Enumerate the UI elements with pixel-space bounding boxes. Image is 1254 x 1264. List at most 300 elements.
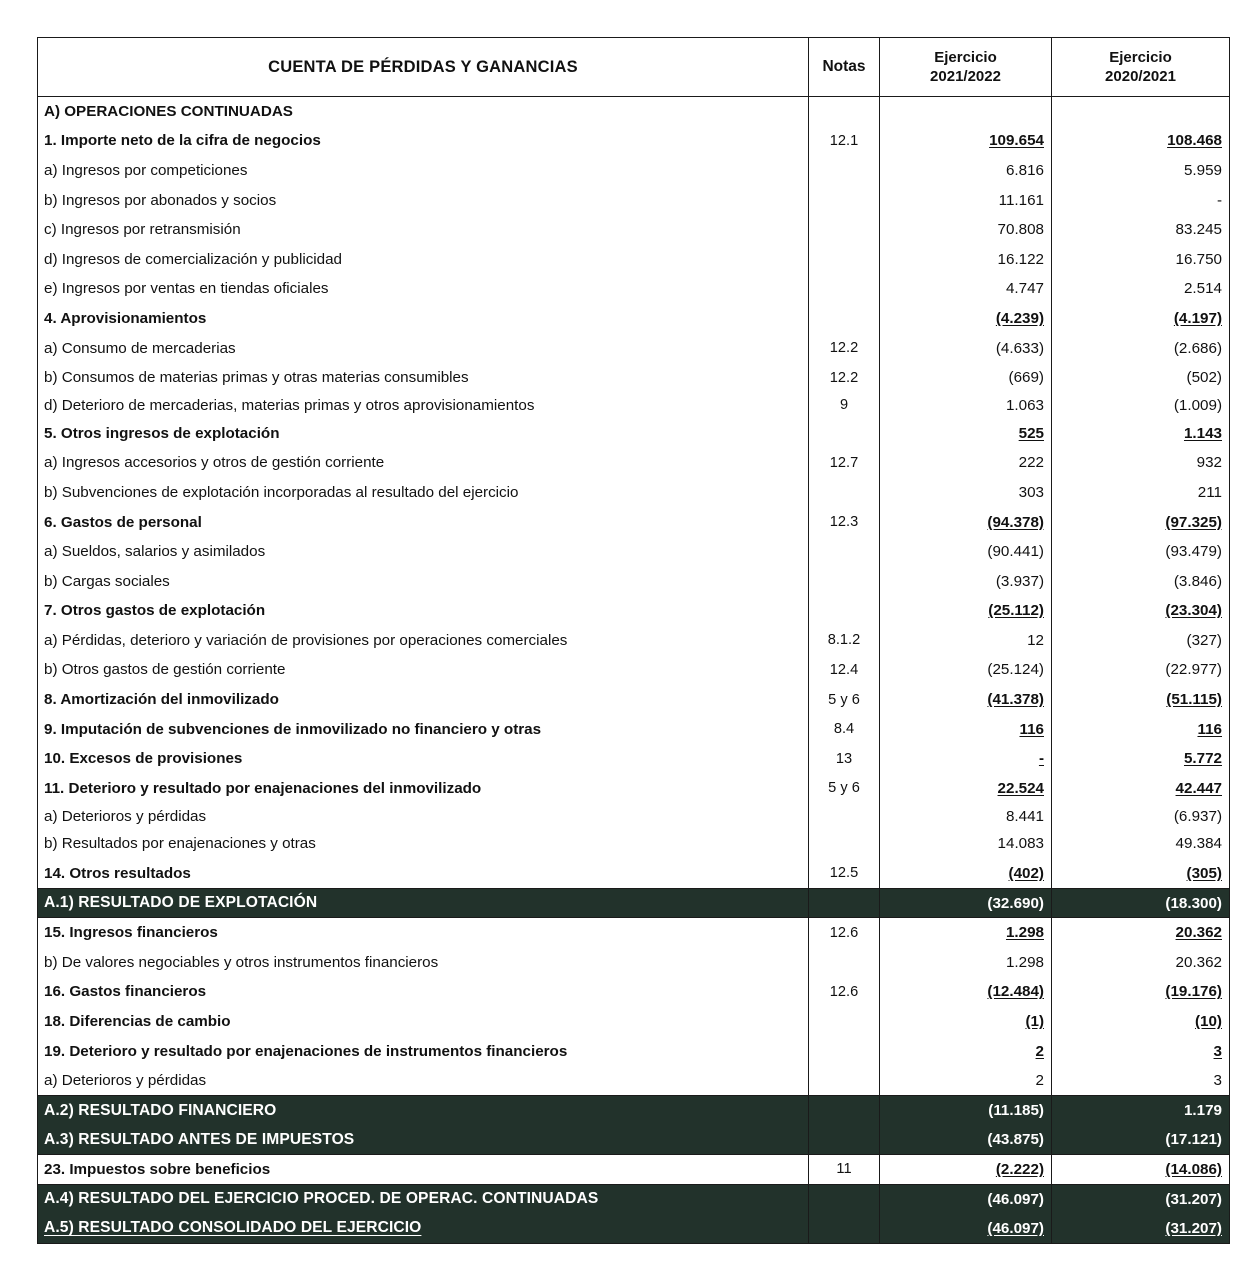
concept-label: 5. Otros ingresos de explotación xyxy=(44,424,280,442)
cell-value-2020-2021 xyxy=(1052,185,1230,215)
cell-value-2020-2021 xyxy=(1052,1096,1230,1126)
value-text: 11.161 xyxy=(998,191,1044,209)
value-text: (93.479) xyxy=(1165,543,1222,561)
value-text: (32.690) xyxy=(987,894,1044,912)
table-row xyxy=(38,507,1230,537)
value-text: 16.122 xyxy=(997,250,1044,268)
concept-label: a) Ingresos por competiciones xyxy=(44,161,248,179)
value-text: (43.875) xyxy=(987,1131,1044,1149)
cell-value-2020-2021 xyxy=(1052,977,1230,1007)
cell-value-2021-2022 xyxy=(880,126,1052,156)
table-row xyxy=(38,126,1230,156)
cell-notas xyxy=(809,1184,880,1214)
cell-concept xyxy=(38,626,809,656)
cell-value-2021-2022 xyxy=(880,685,1052,715)
cell-concept xyxy=(38,126,809,156)
concept-label: 1. Importe neto de la cifra de negocios xyxy=(44,132,321,150)
value-text: (46.097) xyxy=(987,1190,1044,1208)
cell-notas xyxy=(809,1096,880,1126)
table-row xyxy=(38,803,1230,829)
cell-concept xyxy=(38,1096,809,1126)
concept-label: b) Cargas sociales xyxy=(44,572,170,590)
concept-label: 4. Aprovisionamientos xyxy=(44,309,207,327)
header-year1-line2: 2021/2022 xyxy=(930,68,1001,85)
table-row-summary xyxy=(38,1184,1230,1214)
table-row xyxy=(38,685,1230,715)
table-row xyxy=(38,274,1230,304)
value-text: 49.384 xyxy=(1175,835,1222,853)
value-text: 303 xyxy=(1018,483,1044,501)
cell-value-2021-2022 xyxy=(880,537,1052,567)
cell-value-2021-2022 xyxy=(880,418,1052,448)
cell-concept xyxy=(38,537,809,567)
value-text: (2.686) xyxy=(1173,339,1222,357)
cell-notas: 11 xyxy=(809,1155,880,1185)
cell-notas xyxy=(809,1036,880,1066)
concept-label: 14. Otros resultados xyxy=(44,864,191,882)
cell-notas xyxy=(809,418,880,448)
header-year2-line1: Ejercicio xyxy=(1109,48,1172,66)
table-row xyxy=(38,244,1230,274)
cell-value-2021-2022 xyxy=(880,1125,1052,1155)
cell-concept xyxy=(38,185,809,215)
table-row xyxy=(38,1066,1230,1096)
cell-value-2020-2021 xyxy=(1052,156,1230,186)
value-text: 2 xyxy=(1035,1042,1044,1060)
concept-label: 11. Deterioro y resultado por enajenaciones del inmovilizado xyxy=(44,779,482,797)
cell-value-2021-2022 xyxy=(880,1155,1052,1185)
cell-concept xyxy=(38,1155,809,1185)
header-year-2021-2022 xyxy=(880,38,1052,97)
concept-label: A.4) RESULTADO DEL EJERCICIO PROCED. DE OPERAC. CONTINUADAS xyxy=(44,1190,599,1208)
concept-label: b) Ingresos por abonados y socios xyxy=(44,191,277,209)
cell-concept xyxy=(38,918,809,948)
cell-concept xyxy=(38,859,809,889)
value-text: (51.115) xyxy=(1166,691,1222,709)
value-text: 1.298 xyxy=(1005,924,1044,942)
value-text: 20.362 xyxy=(1175,953,1222,971)
cell-value-2021-2022 xyxy=(880,1096,1052,1126)
cell-notas xyxy=(809,803,880,829)
value-text: 932 xyxy=(1196,454,1222,472)
cell-concept xyxy=(38,478,809,508)
cell-value-2021-2022 xyxy=(880,1007,1052,1037)
value-text: (327) xyxy=(1186,631,1222,649)
value-text: 42.447 xyxy=(1175,779,1222,797)
cell-notas xyxy=(809,596,880,626)
cell-value-2021-2022 xyxy=(880,888,1052,918)
cell-value-2020-2021 xyxy=(1052,803,1230,829)
concept-label: a) Consumo de mercaderias xyxy=(44,339,236,357)
cell-value-2020-2021 xyxy=(1052,363,1230,393)
value-text: (6.937) xyxy=(1173,807,1222,825)
table-row xyxy=(38,744,1230,774)
cell-value-2021-2022 xyxy=(880,1036,1052,1066)
cell-value-2020-2021 xyxy=(1052,829,1230,859)
cell-concept xyxy=(38,888,809,918)
cell-notas: 5 y 6 xyxy=(809,685,880,715)
cell-value-2021-2022 xyxy=(880,392,1052,418)
value-text: (41.378) xyxy=(987,691,1044,709)
value-text: 108.468 xyxy=(1167,132,1222,150)
cell-value-2021-2022 xyxy=(880,714,1052,744)
cell-concept xyxy=(38,1125,809,1155)
cell-value-2020-2021 xyxy=(1052,888,1230,918)
cell-value-2020-2021 xyxy=(1052,714,1230,744)
cell-value-2021-2022 xyxy=(880,507,1052,537)
concept-label: 23. Impuestos sobre beneficios xyxy=(44,1160,271,1178)
concept-label: A.3) RESULTADO ANTES DE IMPUESTOS xyxy=(44,1130,355,1148)
cell-value-2021-2022 xyxy=(880,448,1052,478)
value-text: 12 xyxy=(1027,631,1044,649)
cell-value-2021-2022 xyxy=(880,304,1052,334)
cell-notas xyxy=(809,829,880,859)
value-text: (94.378) xyxy=(987,513,1044,531)
table-row xyxy=(38,215,1230,245)
cell-concept xyxy=(38,392,809,418)
cell-notas: 9 xyxy=(809,392,880,418)
value-text: (4.633) xyxy=(995,339,1044,357)
value-text: 109.654 xyxy=(989,132,1044,150)
cell-value-2021-2022 xyxy=(880,185,1052,215)
concept-label: c) Ingresos por retransmisión xyxy=(44,221,241,239)
cell-concept xyxy=(38,363,809,393)
value-text: (31.207) xyxy=(1165,1190,1222,1208)
cell-notas: 12.6 xyxy=(809,918,880,948)
cell-value-2021-2022 xyxy=(880,596,1052,626)
header-year-2020-2021 xyxy=(1052,38,1230,97)
value-text: (18.300) xyxy=(1165,894,1222,912)
table-row-summary xyxy=(38,1214,1230,1244)
cell-notas xyxy=(809,537,880,567)
table-row xyxy=(38,948,1230,978)
cell-concept xyxy=(38,448,809,478)
value-text: 3 xyxy=(1213,1042,1222,1060)
concept-label: b) Subvenciones de explotación incorporadas al resultado del ejercicio xyxy=(44,483,519,501)
cell-value-2020-2021 xyxy=(1052,859,1230,889)
value-text: 4.747 xyxy=(1005,280,1044,298)
cell-concept xyxy=(38,655,809,685)
table-row xyxy=(38,418,1230,448)
cell-value-2020-2021 xyxy=(1052,626,1230,656)
cell-value-2021-2022 xyxy=(880,1214,1052,1244)
cell-value-2020-2021 xyxy=(1052,97,1230,127)
cell-value-2021-2022 xyxy=(880,363,1052,393)
value-text: - xyxy=(1038,750,1044,768)
cell-concept xyxy=(38,685,809,715)
cell-value-2021-2022 xyxy=(880,1184,1052,1214)
table-row xyxy=(38,363,1230,393)
cell-concept xyxy=(38,714,809,744)
value-text: 2 xyxy=(1035,1071,1044,1089)
cell-notas: 12.4 xyxy=(809,655,880,685)
cell-concept xyxy=(38,97,809,127)
table-row xyxy=(38,1007,1230,1037)
table-header xyxy=(38,38,1230,97)
value-text: 2.514 xyxy=(1183,280,1222,298)
value-text: (4.239) xyxy=(995,309,1044,327)
cell-value-2021-2022 xyxy=(880,97,1052,127)
value-text: 3 xyxy=(1213,1071,1222,1089)
table-row xyxy=(38,918,1230,948)
concept-label: A.5) RESULTADO CONSOLIDADO DEL EJERCICIO xyxy=(44,1219,422,1237)
value-text: (669) xyxy=(1008,369,1044,387)
cell-value-2021-2022 xyxy=(880,655,1052,685)
concept-label: a) Deterioros y pérdidas xyxy=(44,1071,207,1089)
table-row xyxy=(38,537,1230,567)
cell-notas xyxy=(809,948,880,978)
cell-notas xyxy=(809,1125,880,1155)
cell-value-2020-2021 xyxy=(1052,418,1230,448)
cell-notas xyxy=(809,185,880,215)
cell-notas xyxy=(809,156,880,186)
cell-concept xyxy=(38,948,809,978)
concept-label: 6. Gastos de personal xyxy=(44,513,202,531)
value-text: 222 xyxy=(1018,454,1044,472)
value-text: (14.086) xyxy=(1165,1160,1222,1178)
cell-value-2020-2021 xyxy=(1052,948,1230,978)
cell-notas xyxy=(809,1066,880,1096)
value-text: (23.304) xyxy=(1165,602,1222,620)
concept-label: b) De valores negociables y otros instrumentos financieros xyxy=(44,953,439,971)
profit-and-loss-table xyxy=(37,37,1230,1244)
value-text: 1.179 xyxy=(1183,1102,1222,1120)
concept-label: A) OPERACIONES CONTINUADAS xyxy=(44,103,293,121)
cell-notas xyxy=(809,566,880,596)
concept-label: d) Deterioro de mercaderias, materias primas y otros aprovisionamientos xyxy=(44,396,535,414)
concept-label: e) Ingresos por ventas en tiendas oficiales xyxy=(44,280,329,298)
cell-notas: 12.6 xyxy=(809,977,880,1007)
value-text: (502) xyxy=(1186,369,1222,387)
table-row xyxy=(38,626,1230,656)
table-row xyxy=(38,1036,1230,1066)
value-text: 211 xyxy=(1197,483,1222,501)
cell-concept xyxy=(38,244,809,274)
cell-value-2020-2021 xyxy=(1052,333,1230,363)
value-text: 20.362 xyxy=(1175,924,1222,942)
cell-concept xyxy=(38,274,809,304)
cell-value-2021-2022 xyxy=(880,244,1052,274)
value-text: - xyxy=(1216,191,1222,209)
table-body xyxy=(38,97,1230,1244)
cell-value-2021-2022 xyxy=(880,948,1052,978)
cell-value-2020-2021 xyxy=(1052,1066,1230,1096)
table-row xyxy=(38,1155,1230,1185)
value-text: (19.176) xyxy=(1165,983,1222,1001)
table-row xyxy=(38,185,1230,215)
cell-notas xyxy=(809,244,880,274)
cell-value-2021-2022 xyxy=(880,566,1052,596)
table-row xyxy=(38,655,1230,685)
cell-value-2021-2022 xyxy=(880,977,1052,1007)
concept-label: b) Otros gastos de gestión corriente xyxy=(44,661,286,679)
cell-concept xyxy=(38,1214,809,1244)
table-row xyxy=(38,859,1230,889)
table-row-summary xyxy=(38,888,1230,918)
cell-value-2021-2022 xyxy=(880,274,1052,304)
value-text: (402) xyxy=(1008,864,1044,882)
value-text: 8.441 xyxy=(1005,807,1044,825)
value-text: 116 xyxy=(1019,720,1044,738)
cell-concept xyxy=(38,1066,809,1096)
value-text: (90.441) xyxy=(987,543,1044,561)
value-text: 525 xyxy=(1018,424,1044,442)
header-notas: Notas xyxy=(809,38,880,97)
cell-concept xyxy=(38,1036,809,1066)
table-row xyxy=(38,448,1230,478)
cell-value-2020-2021 xyxy=(1052,1184,1230,1214)
cell-concept xyxy=(38,829,809,859)
value-text: 83.245 xyxy=(1175,221,1222,239)
cell-value-2020-2021 xyxy=(1052,507,1230,537)
cell-value-2021-2022 xyxy=(880,478,1052,508)
cell-notas xyxy=(809,274,880,304)
value-text: 5.772 xyxy=(1183,750,1222,768)
table-row xyxy=(38,392,1230,418)
value-text: (25.124) xyxy=(987,661,1044,679)
value-text: 1.298 xyxy=(1005,953,1044,971)
cell-concept xyxy=(38,333,809,363)
cell-value-2021-2022 xyxy=(880,744,1052,774)
cell-concept xyxy=(38,566,809,596)
concept-label: d) Ingresos de comercialización y publicidad xyxy=(44,250,342,268)
cell-concept xyxy=(38,304,809,334)
concept-label: b) Resultados por enajenaciones y otras xyxy=(44,835,316,853)
value-text: 116 xyxy=(1197,720,1222,738)
cell-value-2020-2021 xyxy=(1052,1214,1230,1244)
table-row xyxy=(38,774,1230,804)
cell-value-2020-2021 xyxy=(1052,244,1230,274)
cell-notas xyxy=(809,215,880,245)
concept-label: a) Pérdidas, deterioro y variación de provisiones por operaciones comerciales xyxy=(44,631,568,649)
cell-concept xyxy=(38,507,809,537)
cell-value-2021-2022 xyxy=(880,156,1052,186)
cell-notas: 8.4 xyxy=(809,714,880,744)
cell-value-2020-2021 xyxy=(1052,392,1230,418)
cell-notas: 12.5 xyxy=(809,859,880,889)
cell-value-2020-2021 xyxy=(1052,685,1230,715)
cell-value-2020-2021 xyxy=(1052,1155,1230,1185)
value-text: (25.112) xyxy=(988,602,1044,620)
value-text: (10) xyxy=(1194,1013,1222,1031)
cell-value-2020-2021 xyxy=(1052,478,1230,508)
cell-notas xyxy=(809,304,880,334)
cell-notas xyxy=(809,1007,880,1037)
value-text: 70.808 xyxy=(997,221,1044,239)
table-row xyxy=(38,156,1230,186)
value-text: 14.083 xyxy=(997,835,1044,853)
value-text: (17.121) xyxy=(1165,1131,1222,1149)
cell-concept xyxy=(38,774,809,804)
cell-concept xyxy=(38,1007,809,1037)
cell-value-2021-2022 xyxy=(880,1066,1052,1096)
cell-notas xyxy=(809,1214,880,1244)
header-year1-line1: Ejercicio xyxy=(934,48,997,66)
table-row-summary xyxy=(38,1096,1230,1126)
cell-value-2021-2022 xyxy=(880,215,1052,245)
cell-concept xyxy=(38,977,809,1007)
table-row xyxy=(38,333,1230,363)
cell-value-2020-2021 xyxy=(1052,304,1230,334)
cell-value-2020-2021 xyxy=(1052,655,1230,685)
value-text: 1.143 xyxy=(1183,424,1222,442)
cell-value-2020-2021 xyxy=(1052,744,1230,774)
cell-value-2021-2022 xyxy=(880,626,1052,656)
cell-value-2020-2021 xyxy=(1052,126,1230,156)
cell-value-2020-2021 xyxy=(1052,1007,1230,1037)
table-row xyxy=(38,566,1230,596)
cell-concept xyxy=(38,418,809,448)
cell-notas: 12.7 xyxy=(809,448,880,478)
cell-notas: 5 y 6 xyxy=(809,774,880,804)
concept-label: 19. Deterioro y resultado por enajenaciones de instrumentos financieros xyxy=(44,1042,568,1060)
cell-notas xyxy=(809,97,880,127)
table-row xyxy=(38,714,1230,744)
header-row xyxy=(38,38,1230,97)
cell-value-2020-2021 xyxy=(1052,448,1230,478)
cell-value-2020-2021 xyxy=(1052,1125,1230,1155)
cell-value-2020-2021 xyxy=(1052,1036,1230,1066)
cell-value-2020-2021 xyxy=(1052,918,1230,948)
cell-value-2021-2022 xyxy=(880,829,1052,859)
cell-value-2020-2021 xyxy=(1052,774,1230,804)
cell-concept xyxy=(38,1184,809,1214)
value-text: (46.097) xyxy=(987,1219,1044,1237)
cell-value-2020-2021 xyxy=(1052,537,1230,567)
cell-concept xyxy=(38,156,809,186)
cell-notas xyxy=(809,888,880,918)
cell-notas: 8.1.2 xyxy=(809,626,880,656)
value-text: 1.063 xyxy=(1005,396,1044,414)
value-text: (305) xyxy=(1186,864,1222,882)
concept-label: 7. Otros gastos de explotación xyxy=(44,602,266,620)
value-text: (2.222) xyxy=(995,1160,1044,1178)
concept-label: a) Ingresos accesorios y otros de gestión corriente xyxy=(44,454,385,472)
cell-notas: 12.2 xyxy=(809,333,880,363)
concept-label: 15. Ingresos financieros xyxy=(44,924,218,942)
cell-notas: 13 xyxy=(809,744,880,774)
cell-value-2021-2022 xyxy=(880,333,1052,363)
value-text: (22.977) xyxy=(1165,661,1222,679)
cell-concept xyxy=(38,803,809,829)
concept-label: b) Consumos de materias primas y otras materias consumibles xyxy=(44,369,469,387)
table-row xyxy=(38,977,1230,1007)
concept-label: 16. Gastos financieros xyxy=(44,983,207,1001)
cell-value-2021-2022 xyxy=(880,918,1052,948)
cell-value-2021-2022 xyxy=(880,774,1052,804)
cell-notas xyxy=(809,478,880,508)
header-concept: CUENTA DE PÉRDIDAS Y GANANCIAS xyxy=(38,38,809,97)
table-row xyxy=(38,304,1230,334)
value-text: (12.484) xyxy=(987,983,1044,1001)
value-text: (3.937) xyxy=(995,572,1044,590)
concept-label: a) Sueldos, salarios y asimilados xyxy=(44,543,266,561)
concept-label: 9. Imputación de subvenciones de inmovilizado no financiero y otras xyxy=(44,720,542,738)
cell-value-2020-2021 xyxy=(1052,566,1230,596)
concept-label: 10. Excesos de provisiones xyxy=(44,750,243,768)
cell-value-2021-2022 xyxy=(880,803,1052,829)
cell-notas: 12.2 xyxy=(809,363,880,393)
concept-label: 18. Diferencias de cambio xyxy=(44,1013,231,1031)
table-row xyxy=(38,829,1230,859)
cell-value-2020-2021 xyxy=(1052,215,1230,245)
value-text: (11.185) xyxy=(988,1102,1044,1120)
header-year2-line2: 2020/2021 xyxy=(1105,68,1176,85)
table-row xyxy=(38,478,1230,508)
value-text: (1) xyxy=(1025,1013,1044,1031)
concept-label: a) Deterioros y pérdidas xyxy=(44,807,207,825)
value-text: (97.325) xyxy=(1165,513,1222,531)
